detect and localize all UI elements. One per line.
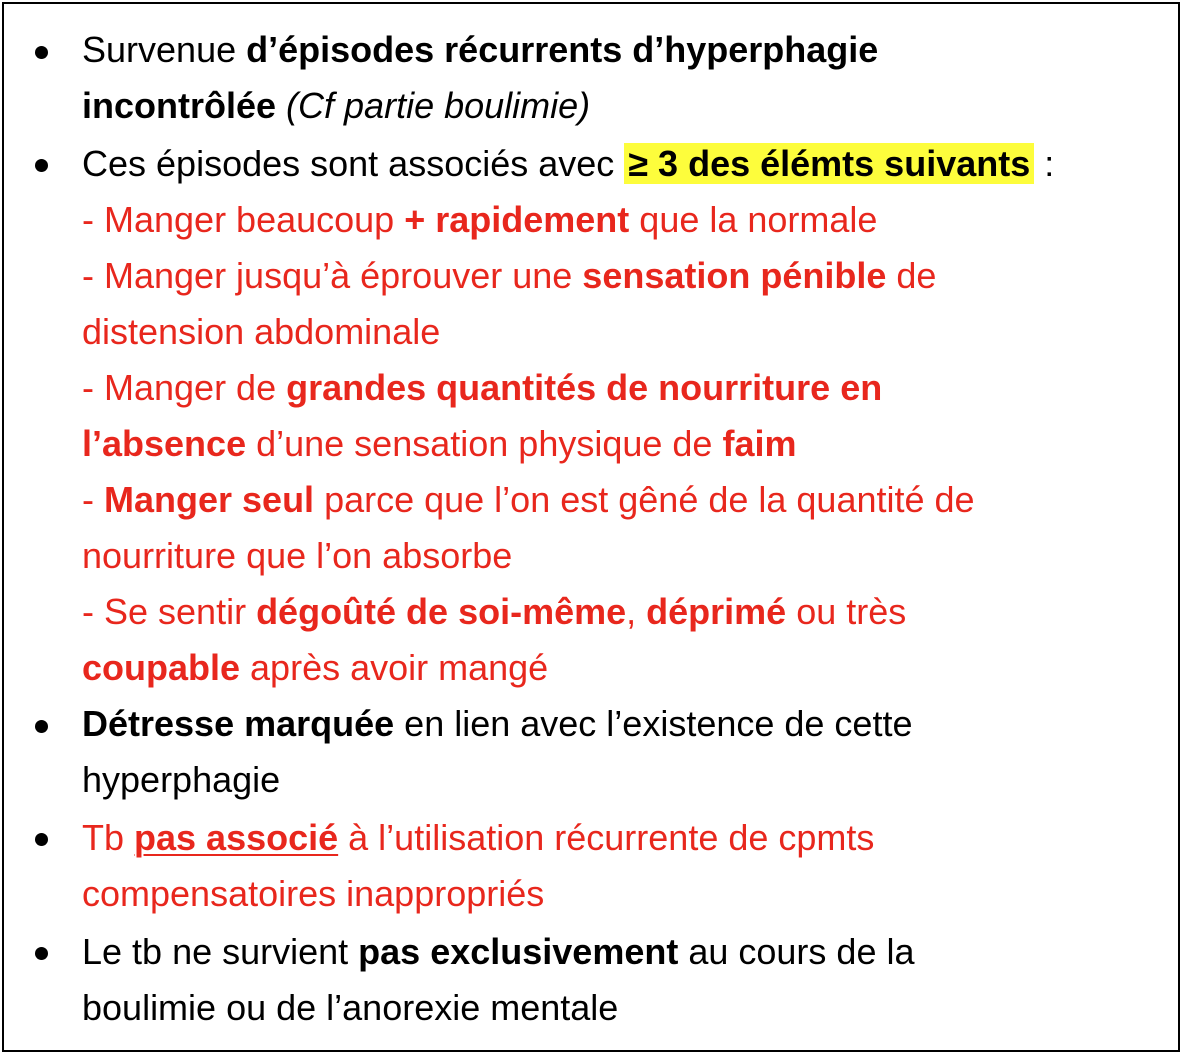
text-bold: pas exclusivement — [358, 931, 679, 972]
text: en lien avec l’existence de cette — [394, 703, 913, 744]
text: boulimie ou de l’anorexie mentale — [82, 987, 619, 1028]
text-bold: coupable — [82, 647, 241, 688]
text: Le tb ne survient — [82, 931, 359, 972]
text-italic: (Cf partie boulimie) — [286, 85, 591, 126]
item-1-line-1 — [82, 22, 1158, 78]
text: distension abdominale — [82, 311, 441, 352]
text-bold: + rapidement — [404, 199, 630, 240]
text: de — [886, 255, 937, 296]
sub-item-1-line-1 — [82, 192, 1158, 248]
item-5-line-1 — [82, 924, 1158, 980]
bullet-icon — [35, 720, 48, 733]
bullet-icon — [35, 947, 48, 960]
text-bold: sensation pénible — [582, 255, 887, 296]
sub-item-3-line-1 — [82, 360, 1158, 416]
text: à l’utilisation récurrente de cpmts — [338, 817, 875, 858]
text: ou très — [786, 591, 907, 632]
criteria-box — [2, 2, 1180, 1052]
item-1-line-2 — [82, 78, 1158, 134]
underlined-text: pas associé — [134, 817, 339, 858]
text: compensatoires inappropriés — [82, 873, 545, 914]
text-bold: faim — [722, 423, 797, 464]
text-bold: l’absence — [82, 423, 247, 464]
text-bold: d’épisodes récurrents d’hyperphagie — [246, 29, 879, 70]
sub-item-2-line-2 — [82, 304, 1158, 360]
text: , — [626, 591, 647, 632]
text: Tb — [82, 817, 135, 858]
bullet-icon — [35, 833, 48, 846]
item-3-line-1 — [82, 696, 1158, 752]
text: - Manger de — [82, 367, 287, 408]
sub-item-5-line-1 — [82, 584, 1158, 640]
text: - Manger jusqu’à éprouver une — [82, 255, 583, 296]
sub-item-2-line-1 — [82, 248, 1158, 304]
item-4-line-2 — [82, 866, 1158, 922]
text-bold: Détresse marquée — [82, 703, 395, 744]
text: Survenue — [82, 29, 247, 70]
text-bold: dégoûté de soi-même — [256, 591, 627, 632]
text — [276, 85, 286, 126]
text-bold: grandes quantités de nourriture en — [286, 367, 883, 408]
sub-item-4-line-1 — [82, 472, 1158, 528]
text-bold: Manger seul — [104, 479, 315, 520]
sub-item-3-line-2 — [82, 416, 1158, 472]
text-bold: incontrôlée — [82, 85, 277, 126]
item-5-line-2 — [82, 980, 1158, 1036]
text: Ces épisodes sont associés avec — [82, 143, 625, 184]
text: après avoir mangé — [240, 647, 549, 688]
text: : — [1034, 143, 1055, 184]
text: parce que l’on est gêné de la quantité de — [314, 479, 975, 520]
item-2-line-1 — [82, 136, 1158, 192]
sub-item-4-line-2 — [82, 528, 1158, 584]
text: nourriture que l’on absorbe — [82, 535, 513, 576]
highlighted-text: ≥ 3 des élémts suivants — [624, 143, 1034, 184]
text: - Manger beaucoup — [82, 199, 405, 240]
text: - Se sentir — [82, 591, 257, 632]
text: au cours de la — [678, 931, 915, 972]
text-bold: déprimé — [646, 591, 787, 632]
sub-item-5-line-2 — [82, 640, 1158, 696]
item-4-line-1 — [82, 810, 1158, 866]
text: que la normale — [629, 199, 878, 240]
text: hyperphagie — [82, 759, 281, 800]
text: d’une sensation physique de — [246, 423, 723, 464]
text: - — [82, 479, 104, 520]
bullet-icon — [35, 159, 48, 172]
bullet-icon — [35, 46, 48, 59]
item-3-line-2 — [82, 752, 1158, 808]
